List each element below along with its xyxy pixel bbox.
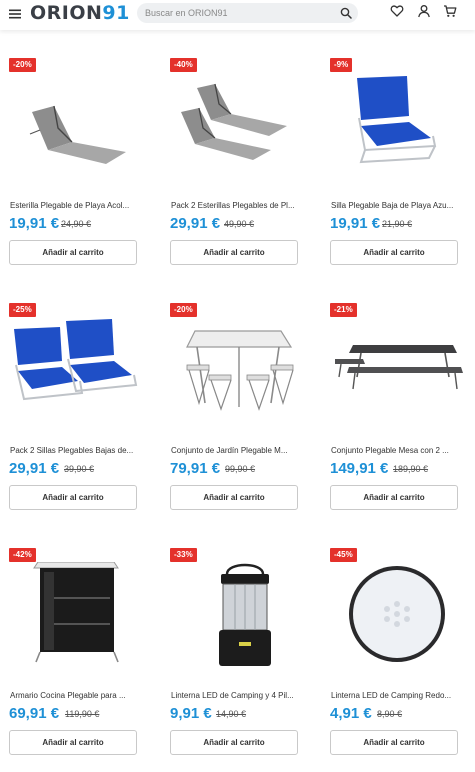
cart-icon[interactable] <box>443 4 457 18</box>
folding-kitchen-cabinet-image <box>14 562 154 680</box>
add-to-cart-button[interactable]: Añadir al carrito <box>330 730 458 755</box>
two-blue-beach-chairs-image <box>14 317 154 435</box>
add-to-cart-button[interactable]: Añadir al carrito <box>170 730 298 755</box>
discount-badge: -21% <box>330 303 357 317</box>
led-camping-lantern-image <box>175 562 315 680</box>
product-thumbnail[interactable] <box>170 303 320 438</box>
add-to-cart-button[interactable]: Añadir al carrito <box>170 485 298 510</box>
folding-table-benches-image <box>335 317 475 435</box>
product-thumbnail[interactable] <box>9 303 159 438</box>
product-price: 29,91 € <box>9 460 60 477</box>
product-thumbnail[interactable] <box>330 303 475 438</box>
product-price: 29,91 € <box>170 215 221 232</box>
product-name[interactable]: Conjunto de Jardín Plegable M... <box>171 446 288 455</box>
product-price: 149,91 € <box>330 460 389 477</box>
old-price: 99,90 € <box>225 464 256 474</box>
product-thumbnail[interactable] <box>330 58 475 193</box>
old-price: 39,90 € <box>64 464 95 474</box>
old-price: 14,90 € <box>216 709 247 719</box>
product-name[interactable]: Conjunto Plegable Mesa con 2 ... <box>331 446 449 455</box>
product-thumbnail[interactable] <box>9 58 159 193</box>
two-folding-beach-mats-image <box>175 72 315 190</box>
discount-badge: -9% <box>330 58 352 72</box>
discount-badge: -42% <box>9 548 36 562</box>
add-to-cart-button[interactable]: Añadir al carrito <box>9 485 137 510</box>
discount-badge: -33% <box>170 548 197 562</box>
old-price: 21,90 € <box>382 219 413 229</box>
product-thumbnail[interactable] <box>330 548 475 683</box>
user-icon[interactable] <box>417 4 431 18</box>
product-price: 9,91 € <box>170 705 212 722</box>
old-price: 49,90 € <box>224 219 255 229</box>
product-name[interactable]: Armario Cocina Plegable para ... <box>10 691 126 700</box>
search-input[interactable] <box>145 3 330 23</box>
product-thumbnail[interactable] <box>170 548 320 683</box>
product-name[interactable]: Esterilla Plegable de Playa Acol... <box>10 201 130 210</box>
product-price: 4,91 € <box>330 705 372 722</box>
logo-main: ORION <box>30 2 103 24</box>
add-to-cart-button[interactable]: Añadir al carrito <box>330 485 458 510</box>
product-name[interactable]: Silla Plegable Baja de Playa Azu... <box>331 201 454 210</box>
add-to-cart-button[interactable]: Añadir al carrito <box>170 240 298 265</box>
product-thumbnail[interactable] <box>9 548 159 683</box>
discount-badge: -45% <box>330 548 357 562</box>
folding-beach-mat-image <box>14 72 154 190</box>
old-price: 189,90 € <box>393 464 429 474</box>
add-to-cart-button[interactable]: Añadir al carrito <box>9 730 137 755</box>
blue-low-beach-chair-image <box>335 72 475 190</box>
add-to-cart-button[interactable]: Añadir al carrito <box>9 240 137 265</box>
menu-icon[interactable] <box>8 7 22 21</box>
round-led-camping-light-image <box>335 562 475 680</box>
add-to-cart-button[interactable]: Añadir al carrito <box>330 240 458 265</box>
product-name[interactable]: Linterna LED de Camping Redo... <box>331 691 452 700</box>
discount-badge: -20% <box>170 303 197 317</box>
product-name[interactable]: Linterna LED de Camping y 4 Pil... <box>171 691 294 700</box>
site-header <box>0 0 475 30</box>
product-price: 19,91 € <box>9 215 60 232</box>
old-price: 119,90 € <box>65 709 100 719</box>
discount-badge: -25% <box>9 303 36 317</box>
product-thumbnail[interactable] <box>170 58 320 193</box>
heart-icon[interactable] <box>390 4 404 18</box>
product-price: 69,91 € <box>9 705 60 722</box>
discount-badge: -20% <box>9 58 36 72</box>
product-price: 19,91 € <box>330 215 381 232</box>
old-price: 8,90 € <box>377 709 403 719</box>
old-price: 24,90 € <box>61 219 92 229</box>
product-name[interactable]: Pack 2 Esterillas Plegables de Pl... <box>171 201 295 210</box>
product-name[interactable]: Pack 2 Sillas Plegables Bajas de... <box>10 446 134 455</box>
folding-table-stools-set-image <box>175 317 315 435</box>
site-logo[interactable] <box>30 2 130 24</box>
search-bar <box>137 3 358 23</box>
discount-badge: -40% <box>170 58 197 72</box>
search-icon[interactable] <box>340 7 352 19</box>
product-price: 79,91 € <box>170 460 221 477</box>
logo-accent: 91 <box>102 2 130 24</box>
